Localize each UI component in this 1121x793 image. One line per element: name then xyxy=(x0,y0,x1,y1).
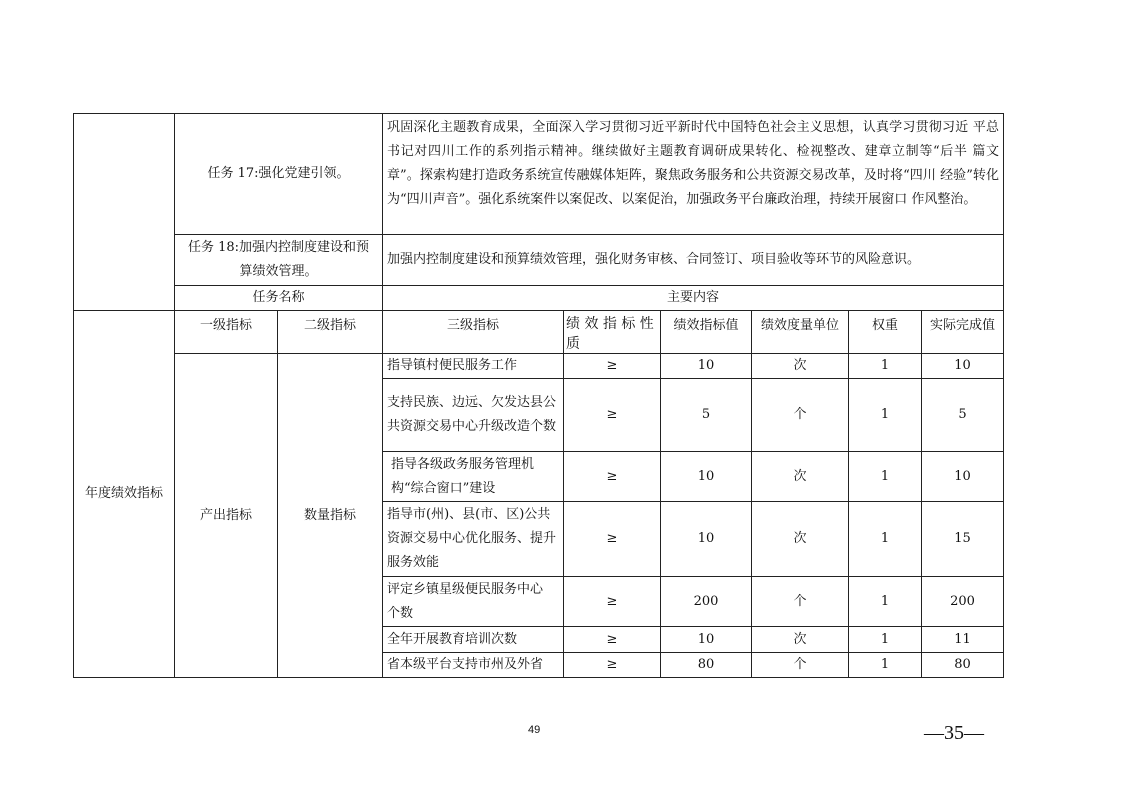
row-indicator-nature: ≥ xyxy=(606,358,618,373)
row-indicator-unit: 次 xyxy=(793,468,807,484)
row-indicator-name: 指导镇村便民服务工作 xyxy=(387,358,518,373)
row-indicator-unit: 次 xyxy=(793,631,807,647)
row-indicator-weight: 1 xyxy=(880,593,890,609)
header-weight: 权重 xyxy=(871,318,898,333)
row-indicator-value: 10 xyxy=(697,631,715,647)
row-indicator-value: 80 xyxy=(697,657,715,672)
table-border-right xyxy=(1003,113,1004,678)
row-indicator-actual: 80 xyxy=(954,657,971,672)
row-indicator-name: 指导市(州)、县(市、区)公共资源交易中心优化服务、提升服务效能 xyxy=(387,507,557,570)
task-name: 任务 17:强化党建引领。 xyxy=(207,166,350,181)
printed-page-number: —35— xyxy=(924,722,984,744)
row-indicator-actual: 15 xyxy=(954,531,971,546)
row-indicator-weight: 1 xyxy=(880,657,890,672)
task-content: 加强内控制度建设和预算绩效管理，强化财务审核、合同签订、项目验收等环节的风险意识。 xyxy=(387,252,921,267)
header-value: 绩效指标值 xyxy=(673,318,739,333)
header-level1: 一级指标 xyxy=(199,318,252,333)
header-actual: 实际完成值 xyxy=(929,318,995,333)
row-indicator-unit: 个 xyxy=(793,657,807,672)
level1-output: 产出指标 xyxy=(199,507,252,523)
row-indicator-actual: 11 xyxy=(954,631,971,647)
task-content: 巩固深化主题教育成果，全面深入学习贯彻习近平新时代中国特色社会主义思想，认真学习贯彻习近 平总书记对四川工作的系列指示精神。继续做好主题教育调研成果转化、检视整改、建章立制等“后半 篇文章”。探索构建打造政务系统宣传融媒体矩阵，聚焦政务服务和公共资源交易改革，及时将“四川 经验”转化为“四川声音”。强化系统案件以案促改、以案促治，加强政务平台廉政治理，持续开展窗口 作风整治。 xyxy=(387,120,999,207)
row-indicator-actual: 10 xyxy=(954,468,971,484)
row-indicator-value: 10 xyxy=(697,468,715,484)
row-indicator-name: 指导各级政务服务管理机构“综合窗口”建设 xyxy=(391,456,535,496)
row-indicator-nature: ≥ xyxy=(606,407,618,422)
header-level3: 三级指标 xyxy=(446,318,499,333)
row-indicator-unit: 次 xyxy=(793,531,807,546)
table-border-bottom xyxy=(73,677,1004,678)
row-indicator-name: 评定乡镇星级便民服务中心 个数 xyxy=(387,581,544,621)
row-indicator-weight: 1 xyxy=(880,407,890,422)
row-indicator-value: 10 xyxy=(697,358,715,373)
header-nature: 绩 效 指 标 性 质 xyxy=(566,316,654,352)
row-indicator-value: 200 xyxy=(693,593,719,609)
pdf-page-number: 49 xyxy=(528,724,541,736)
row-indicator-unit: 次 xyxy=(793,358,807,373)
level2-quantity: 数量指标 xyxy=(303,507,356,523)
header-level2: 二级指标 xyxy=(303,318,356,333)
row-indicator-weight: 1 xyxy=(880,468,890,484)
column-header-task-name: 任务名称 xyxy=(252,290,305,305)
row-indicator-nature: ≥ xyxy=(606,531,618,546)
row-indicator-name: 省本级平台支持市州及外省 xyxy=(387,657,544,672)
column-header-main-content: 主要内容 xyxy=(666,290,719,305)
row-indicator-actual: 10 xyxy=(954,358,971,373)
row-indicator-weight: 1 xyxy=(880,531,890,546)
annual-indicator-label: 年度绩效指标 xyxy=(84,486,163,501)
row-indicator-nature: ≥ xyxy=(606,468,618,484)
row-indicator-unit: 个 xyxy=(793,407,807,422)
row-indicator-name: 全年开展教育培训次数 xyxy=(387,631,518,647)
row-indicator-name: 支持民族、边远、欠发达县公共资源交易中心升级改造个数 xyxy=(387,395,557,434)
row-indicator-actual: 5 xyxy=(958,407,967,422)
header-unit: 绩效度量单位 xyxy=(760,318,839,333)
task-name: 任务 18:加强内控制度建设和预算绩效管理。 xyxy=(187,240,370,279)
row-indicator-weight: 1 xyxy=(880,631,890,647)
row-indicator-nature: ≥ xyxy=(606,631,618,647)
row-indicator-nature: ≥ xyxy=(606,593,618,609)
row-indicator-nature: ≥ xyxy=(606,657,618,672)
row-indicator-actual: 200 xyxy=(950,593,975,609)
table-rule xyxy=(73,310,1004,311)
row-indicator-unit: 个 xyxy=(793,593,807,609)
row-indicator-weight: 1 xyxy=(880,358,890,373)
row-indicator-value: 5 xyxy=(701,407,711,422)
row-indicator-value: 10 xyxy=(697,531,715,546)
